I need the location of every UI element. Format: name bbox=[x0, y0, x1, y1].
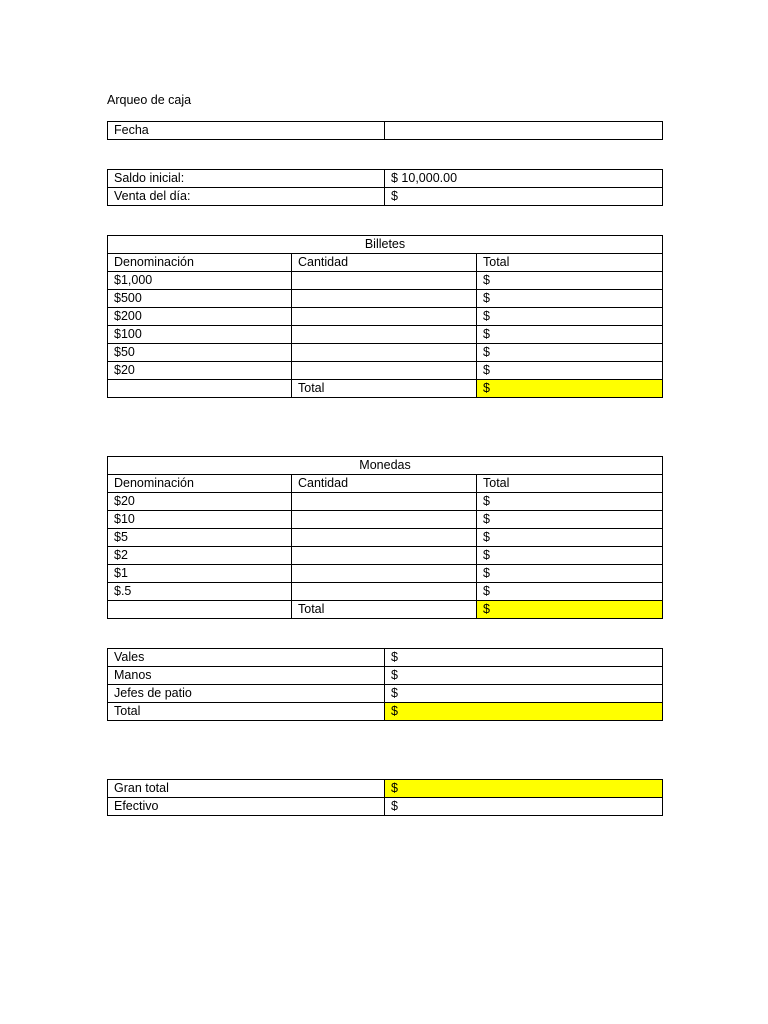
jefes-patio-value[interactable]: $ bbox=[385, 685, 663, 703]
venta-dia-value[interactable]: $ bbox=[385, 188, 663, 206]
cantidad-cell[interactable] bbox=[292, 493, 477, 511]
cantidad-cell[interactable] bbox=[292, 547, 477, 565]
billetes-total-value[interactable]: $ bbox=[477, 380, 663, 398]
table-row bbox=[108, 362, 663, 380]
empty-cell bbox=[108, 601, 292, 619]
column-header-denominacion: Denominación bbox=[108, 475, 292, 493]
total-cell[interactable]: $ bbox=[477, 529, 663, 547]
total-cell[interactable]: $ bbox=[477, 326, 663, 344]
cantidad-cell[interactable] bbox=[292, 290, 477, 308]
cantidad-cell[interactable] bbox=[292, 362, 477, 380]
vales-total-label: Total bbox=[108, 703, 385, 721]
total-cell[interactable]: $ bbox=[477, 547, 663, 565]
table-row bbox=[108, 493, 663, 511]
table-row bbox=[108, 529, 663, 547]
total-cell[interactable]: $ bbox=[477, 308, 663, 326]
total-cell[interactable]: $ bbox=[477, 493, 663, 511]
table-row bbox=[108, 547, 663, 565]
vales-total-row bbox=[108, 703, 663, 721]
monedas-header-row bbox=[108, 475, 663, 493]
total-cell[interactable]: $ bbox=[477, 290, 663, 308]
billetes-header-row bbox=[108, 254, 663, 272]
monedas-title-row bbox=[108, 457, 663, 475]
total-cell[interactable]: $ bbox=[477, 362, 663, 380]
efectivo-label: Efectivo bbox=[108, 798, 385, 816]
vales-row bbox=[108, 685, 663, 703]
page-title: Arqueo de caja bbox=[107, 93, 192, 107]
cantidad-cell[interactable] bbox=[292, 272, 477, 290]
cantidad-cell[interactable] bbox=[292, 529, 477, 547]
cantidad-cell[interactable] bbox=[292, 308, 477, 326]
fecha-table bbox=[107, 121, 663, 140]
table-row bbox=[108, 583, 663, 601]
denominacion-cell: $1 bbox=[108, 565, 292, 583]
manos-label: Manos bbox=[108, 667, 385, 685]
efectivo-row bbox=[108, 798, 663, 816]
billetes-total-row bbox=[108, 380, 663, 398]
total-cell[interactable]: $ bbox=[477, 272, 663, 290]
denominacion-cell: $20 bbox=[108, 493, 292, 511]
venta-dia-label: Venta del día: bbox=[108, 188, 385, 206]
billetes-total-label: Total bbox=[292, 380, 477, 398]
empty-cell bbox=[108, 380, 292, 398]
table-row bbox=[108, 290, 663, 308]
denominacion-cell: $.5 bbox=[108, 583, 292, 601]
saldo-table bbox=[107, 169, 663, 206]
table-row bbox=[108, 272, 663, 290]
table-row bbox=[108, 326, 663, 344]
vales-label: Vales bbox=[108, 649, 385, 667]
billetes-title-row bbox=[108, 236, 663, 254]
column-header-total: Total bbox=[477, 475, 663, 493]
denominacion-cell: $100 bbox=[108, 326, 292, 344]
fecha-row bbox=[108, 122, 663, 140]
gran-total-value[interactable]: $ bbox=[385, 780, 663, 798]
denominacion-cell: $50 bbox=[108, 344, 292, 362]
total-cell[interactable]: $ bbox=[477, 344, 663, 362]
saldo-inicial-value[interactable]: $ 10,000.00 bbox=[385, 170, 663, 188]
billetes-title: Billetes bbox=[108, 236, 663, 254]
table-row bbox=[108, 511, 663, 529]
monedas-total-row bbox=[108, 601, 663, 619]
cantidad-cell[interactable] bbox=[292, 565, 477, 583]
table-row bbox=[108, 344, 663, 362]
column-header-total: Total bbox=[477, 254, 663, 272]
manos-value[interactable]: $ bbox=[385, 667, 663, 685]
cantidad-cell[interactable] bbox=[292, 583, 477, 601]
total-cell[interactable]: $ bbox=[477, 565, 663, 583]
denominacion-cell: $20 bbox=[108, 362, 292, 380]
gran-total-row bbox=[108, 780, 663, 798]
total-cell[interactable]: $ bbox=[477, 583, 663, 601]
denominacion-cell: $5 bbox=[108, 529, 292, 547]
billetes-table bbox=[107, 235, 663, 398]
table-row bbox=[108, 565, 663, 583]
saldo-row bbox=[108, 170, 663, 188]
fecha-label: Fecha bbox=[108, 122, 385, 140]
resumen-table bbox=[107, 779, 663, 816]
monedas-total-value[interactable]: $ bbox=[477, 601, 663, 619]
cantidad-cell[interactable] bbox=[292, 326, 477, 344]
vales-row bbox=[108, 649, 663, 667]
cantidad-cell[interactable] bbox=[292, 511, 477, 529]
column-header-cantidad: Cantidad bbox=[292, 254, 477, 272]
denominacion-cell: $500 bbox=[108, 290, 292, 308]
vales-total-value[interactable]: $ bbox=[385, 703, 663, 721]
total-cell[interactable]: $ bbox=[477, 511, 663, 529]
gran-total-label: Gran total bbox=[108, 780, 385, 798]
denominacion-cell: $10 bbox=[108, 511, 292, 529]
denominacion-cell: $200 bbox=[108, 308, 292, 326]
cantidad-cell[interactable] bbox=[292, 344, 477, 362]
table-row bbox=[108, 308, 663, 326]
efectivo-value[interactable]: $ bbox=[385, 798, 663, 816]
column-header-cantidad: Cantidad bbox=[292, 475, 477, 493]
vales-value[interactable]: $ bbox=[385, 649, 663, 667]
vales-table bbox=[107, 648, 663, 721]
monedas-title: Monedas bbox=[108, 457, 663, 475]
vales-row bbox=[108, 667, 663, 685]
denominacion-cell: $2 bbox=[108, 547, 292, 565]
jefes-patio-label: Jefes de patio bbox=[108, 685, 385, 703]
fecha-field[interactable] bbox=[385, 122, 663, 140]
monedas-table bbox=[107, 456, 663, 619]
saldo-row bbox=[108, 188, 663, 206]
monedas-total-label: Total bbox=[292, 601, 477, 619]
denominacion-cell: $1,000 bbox=[108, 272, 292, 290]
column-header-denominacion: Denominación bbox=[108, 254, 292, 272]
saldo-inicial-label: Saldo inicial: bbox=[108, 170, 385, 188]
